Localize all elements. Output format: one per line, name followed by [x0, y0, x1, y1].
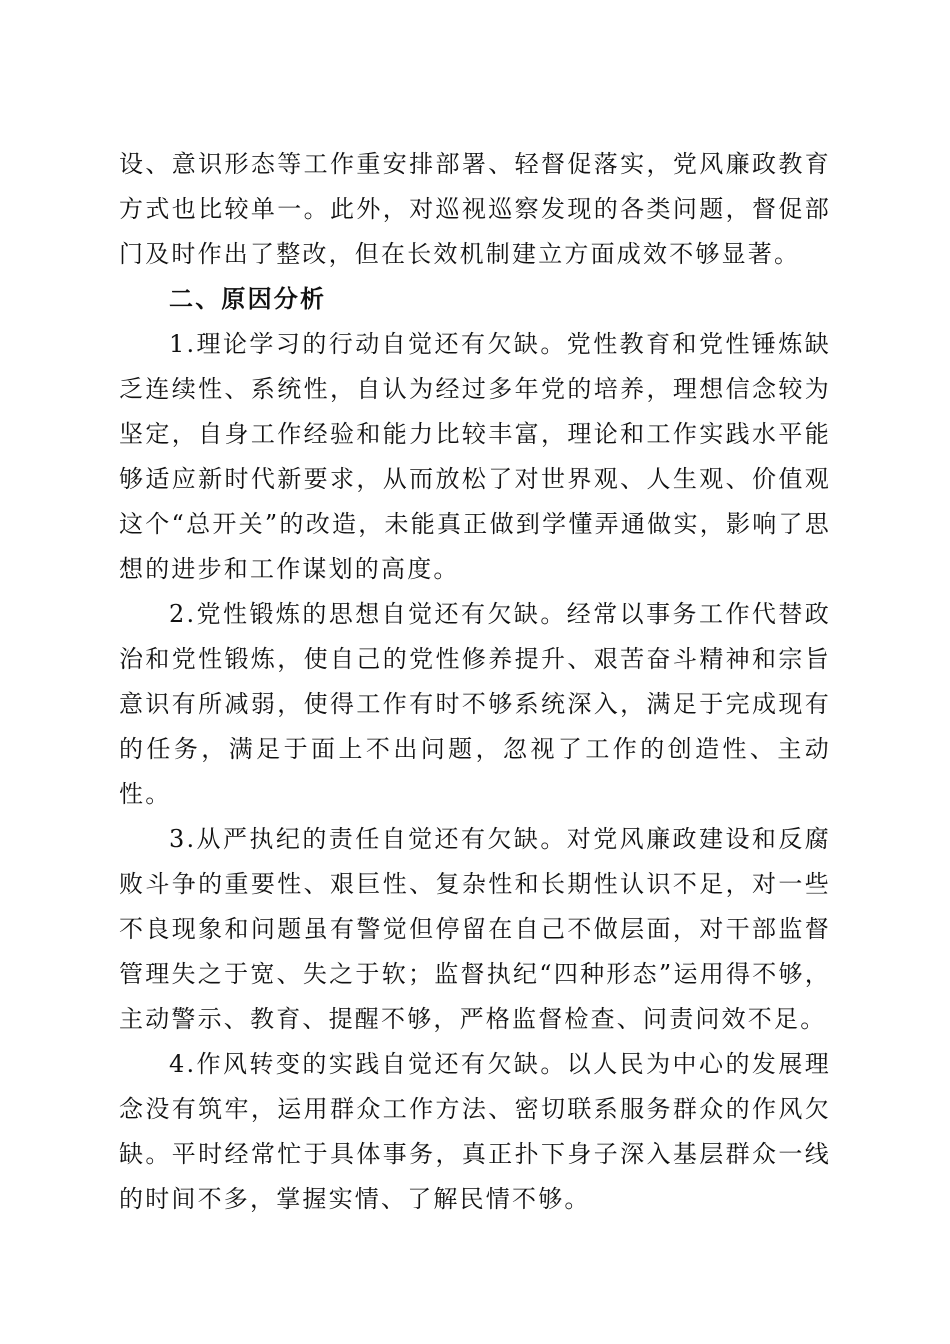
paragraph-1: 1.理论学习的行动自觉还有欠缺。党性教育和党性锤炼缺乏连续性、系统性，自认为经过多年党的培养，理想信念较为坚定，自身工作经验和能力比较丰富，理论和工作实践水平能够适应新时代新要求，从而放松了对世界观、人生观、价值观这个“总开关”的改造，未能真正做到学懂弄通做实，影响了思想的进步和工作谋划的高度。 — [119, 330, 831, 583]
continuation-paragraph: 设、意识形态等工作重安排部署、轻督促落实，党风廉政教育方式也比较单一。此外，对巡视巡察发现的各类问题，督促部门及时作出了整改，但在长效机制建立方面成效不够显著。 — [119, 150, 831, 268]
section-heading: 二、原因分析 — [169, 285, 327, 313]
paragraph-4: 4.作风转变的实践自觉还有欠缺。以人民为中心的发展理念没有筑牢，运用群众工作方法、密切联系服务群众的作风欠缺。平时经常忙于具体事务，真正扑下身子深入基层群众一线的时间不多，掌握实情、了解民情不够。 — [119, 1050, 831, 1213]
document-body — [119, 142, 831, 1222]
paragraph-3: 3.从严执纪的责任自觉还有欠缺。对党风廉政建设和反腐败斗争的重要性、艰巨性、复杂性和长期性认识不足，对一些不良现象和问题虽有警觉但停留在自己不做层面，对干部监督管理失之于宽、失之于软；监督执纪“四种形态”运用得不够，主动警示、教育、提醒不够，严格监督检查、问责问效不足。 — [119, 825, 831, 1033]
paragraph-2: 2.党性锻炼的思想自觉还有欠缺。经常以事务工作代替政治和党性锻炼，使自己的党性修养提升、艰苦奋斗精神和宗旨意识有所减弱，使得工作有时不够系统深入，满足于完成现有的任务，满足于面上不出问题，忽视了工作的创造性、主动性。 — [119, 600, 831, 808]
